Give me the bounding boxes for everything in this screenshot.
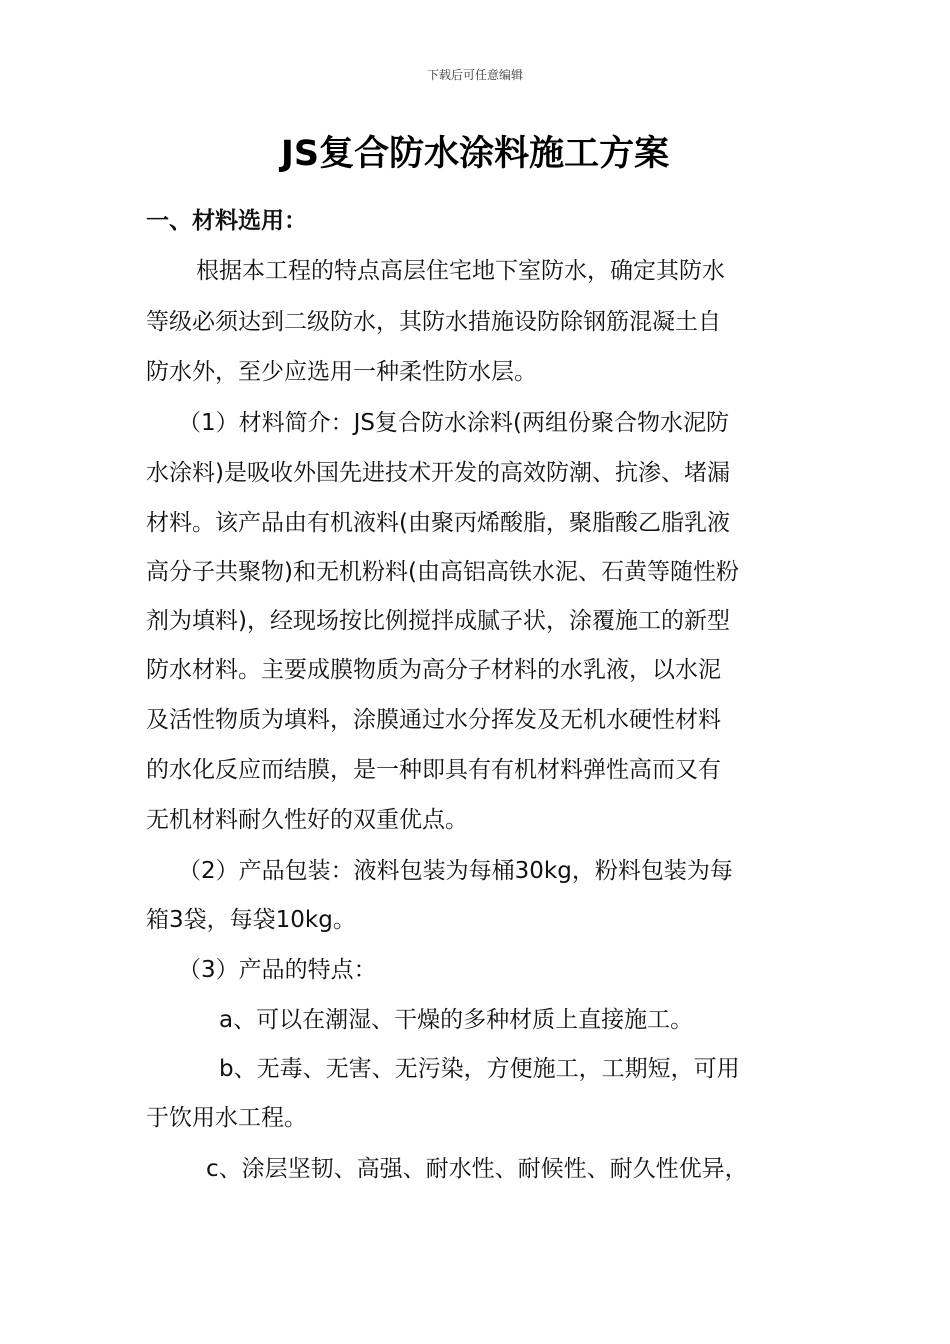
paragraph-line: 及活性物质为填料，涂膜通过水分挥发及无机水硬性材料 xyxy=(146,707,721,733)
paragraph-line: 防水材料。主要成膜物质为高分子材料的水乳液，以水泥 xyxy=(146,657,721,683)
document-title: JS复合防水涂料施工方案 xyxy=(280,134,670,174)
paragraph-line: 防水外，至少应选用一种柔性防水层。 xyxy=(146,359,537,385)
paragraph-line: 无机材料耐久性好的双重优点。 xyxy=(146,807,468,833)
section-heading: 一、材料选用： xyxy=(146,208,307,234)
paragraph-line: 根据本工程的特点高层住宅地下室防水，确定其防水 xyxy=(196,258,725,284)
paragraph-line: 等级必须达到二级防水，其防水措施设防除钢筋混凝土自 xyxy=(146,309,721,335)
list-item: c、涂层坚韧、高强、耐水性、耐候性、耐久性优异， xyxy=(206,1156,748,1182)
paragraph-line: 的水化反应而结膜，是一种即具有有机材料弹性高而又有 xyxy=(146,757,721,783)
list-item: a、可以在潮湿、干燥的多种材质上直接施工。 xyxy=(219,1007,694,1033)
paragraph-line: 剂为填料)，经现场按比例搅拌成腻子状，涂覆施工的新型 xyxy=(146,608,730,634)
paragraph-line: （3）产品的特点： xyxy=(178,957,377,983)
paragraph-line: 材料。该产品由有机液料(由聚丙烯酸脂，聚脂酸乙脂乳液 xyxy=(146,510,730,536)
paragraph-line: 高分子共聚物)和无机粉料(由高铝高铁水泥、石黄等随性粉 xyxy=(146,559,739,585)
paragraph-line: 箱3袋，每袋10kg。 xyxy=(146,907,356,933)
page-header: 下载后可任意编辑 xyxy=(426,68,523,82)
list-item: b、无毒、无害、无污染，方便施工，工期短，可用 xyxy=(219,1056,740,1082)
paragraph-line: 于饮用水工程。 xyxy=(146,1105,307,1131)
paragraph-line: 水涂料)是吸收外国先进技术开发的高效防潮、抗渗、堵漏 xyxy=(146,460,730,486)
paragraph-line: （2）产品包装：液料包装为每桶30kg，粉料包装为每 xyxy=(178,858,733,884)
paragraph-line: （1）材料简介：JS复合防水涂料(两组份聚合物水泥防 xyxy=(178,410,729,436)
